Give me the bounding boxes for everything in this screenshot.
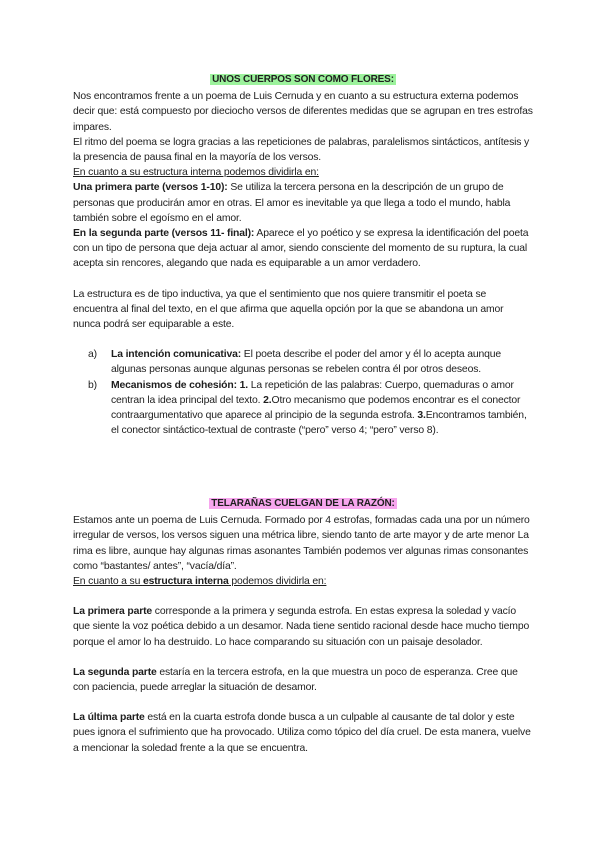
section2-part2	[73, 665, 533, 695]
part2-label: En la segunda parte (versos 11- final):	[73, 228, 255, 240]
p1-text: corresponde a la primera y segunda estrofa. En estas expresa la soledad y vacío que siente la voz poética debido a un desamor. Nada tiene sentido racional desde hace mucho tiempo porque el amor lo ha destruido. Lo hace comparando su situación con un paisaje desolador.	[73, 606, 530, 648]
item-b-num2: 2.	[263, 394, 272, 406]
section1-internal-heading: En cuanto a su estructura interna podemos dividirla en:	[73, 167, 319, 179]
part1-text: Se utiliza la tercera persona en la descripción de un grupo de personas que producirán amor en otras. El amor es inevitable ya que llega a todo el mundo, habla también sobre el egoísmo en el amor.	[73, 182, 511, 224]
list-marker-a: a)	[88, 349, 97, 361]
part1-label: Una primera parte (versos 1-10):	[73, 182, 228, 194]
p1-label: La primera parte	[73, 606, 153, 618]
item-b-text2: Otro mecanismo que podemos encontrar es el conector contraargumentativo que aparece al principio de la segunda estrofa.	[111, 394, 521, 422]
section2-part1	[73, 604, 533, 650]
item-a-label: La intención comunicativa:	[111, 349, 242, 361]
list-item-b	[88, 378, 533, 439]
p2-label: La segunda parte	[73, 666, 157, 678]
item-b-num1: 1.	[236, 379, 248, 391]
list-marker-b: b)	[88, 379, 97, 391]
p2-text: estaría en la tercera estrofa, en la que muestra un poco de esperanza. Cree que con paciencia, puede arreglar la situación de desamor.	[73, 666, 518, 694]
internal-prefix: En cuanto a su	[73, 576, 143, 588]
section1-part2	[73, 226, 533, 272]
section2-part3	[73, 710, 533, 756]
section1-title-text: UNOS CUERPOS SON COMO FLORES:	[212, 74, 394, 85]
item-a-text: El poeta describe el poder del amor y él lo acepta aunque algunas personas aunque algunas personas se rebelen contra él por otros deseos.	[111, 349, 501, 376]
section2-intro: Estamos ante un poema de Luis Cernuda. Formado por 4 estrofas, formadas cada una por un número irregular de versos, los versos siguen una métrica libre, siendo tanto de arte mayor y de arte menor La rima es libre, aunque hay algunas rimas asonantes También podemos ver algunas rimas consonantes como “bastantes/ antes”, “vacía/día”.	[73, 515, 530, 572]
section1-structure: La estructura es de tipo inductiva, ya que el sentimiento que nos quiere transmitir el poeta se encuentra al final del texto, en el que afirma que aquella opción por la que se abandona un amor nunca podrá ser equiparable a este.	[73, 288, 504, 331]
p3-label: La última parte	[73, 712, 145, 724]
section1-title	[73, 72, 533, 87]
section2-internal-heading	[73, 574, 533, 589]
section-unos-cuerpos	[73, 72, 533, 438]
section-telaranas	[73, 496, 533, 756]
section2-title-text: TELARAÑAS CUELGAN DE LA RAZÓN:	[211, 498, 395, 509]
section2-title	[73, 496, 533, 511]
section1-intro: Nos encontramos frente a un poema de Luis Cernuda y en cuanto a su estructura externa podemos decir que: está compuesto por dieciocho versos de diferentes medidas que se agrupan en tres estrofas impares.	[73, 91, 533, 133]
internal-bold: estructura interna	[142, 576, 229, 588]
item-b-text1: La repetición de las palabras: Cuerpo, quemaduras o amor centran la idea principal del texto.	[111, 379, 514, 406]
item-b-label: Mecanismos de cohesión:	[111, 379, 237, 391]
section1-part1	[73, 180, 533, 226]
section1-list	[73, 347, 533, 438]
part2-text: Aparece el yo poético y se expresa la identificación del poeta con un tipo de persona que deja actuar al amor, siendo consciente del momento de su ruptura, la cual acepta sin rencores, alegando que nada es equiparable a un amor verdadero.	[73, 228, 529, 270]
internal-suffix: podemos dividirla en:	[228, 576, 327, 588]
item-b-num3: 3.	[417, 410, 426, 422]
section1-rhythm: El ritmo del poema se logra gracias a las repeticiones de palabras, paralelismos sintácticos, antítesis y la presencia de pausa final en la mayoría de los versos.	[73, 136, 530, 164]
p3-text: está en la cuarta estrofa donde busca a un culpable al causante de tal dolor y este pues ignora el sufrimiento que ha provocado. Utiliza como tópico del día cruel. De esta manera, vuelve a mencionar la soledad frente a la que se encuentra.	[73, 712, 531, 754]
item-b-text3: Encontramos también, el conector sintáctico-textual de contraste (“pero” verso 4; “pero” verso 8).	[111, 410, 527, 437]
list-item-a	[88, 347, 533, 377]
